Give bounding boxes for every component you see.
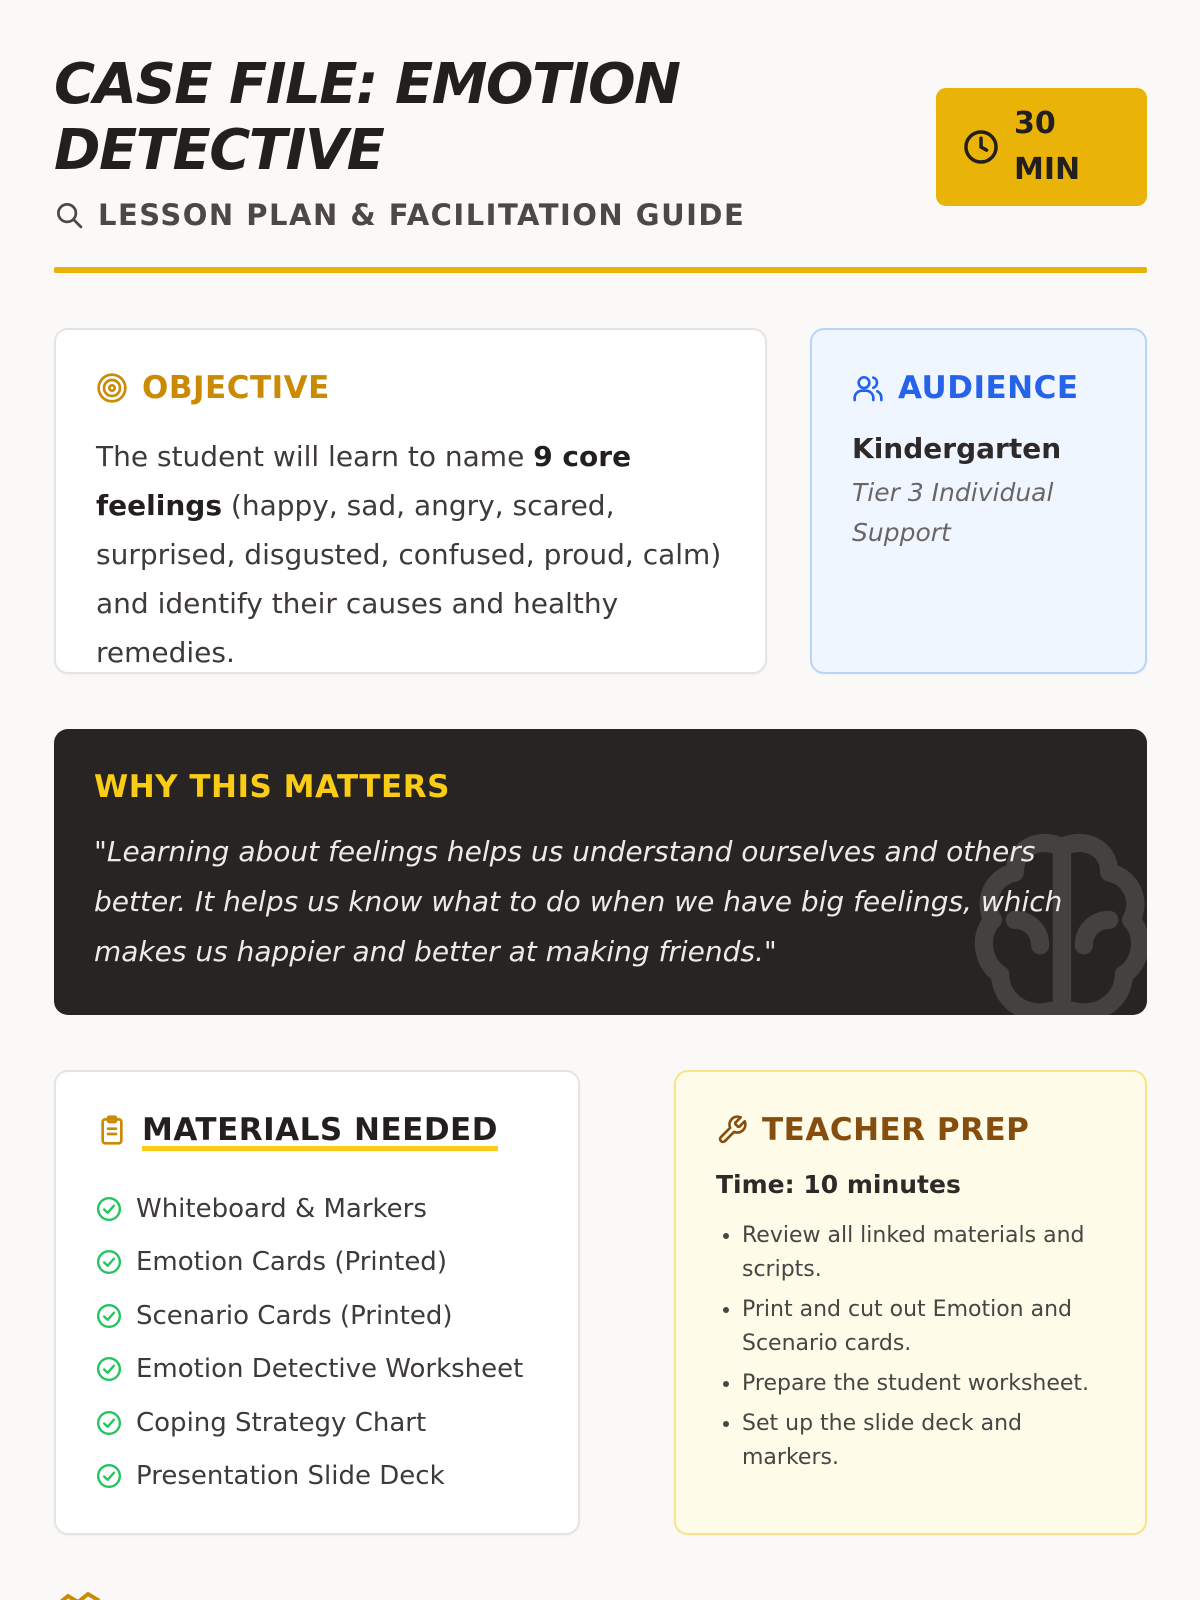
why-this-matters-panel	[54, 729, 1147, 1015]
objective-text: The student will learn to name 9 core feelings (happy, sad, angry, scared, surprised, disgusted, confused, proud, calm) and identify their causes and healthy remedies.	[96, 440, 722, 669]
users-icon	[852, 372, 884, 404]
target-icon	[96, 372, 128, 404]
header-divider	[54, 267, 1147, 273]
check-circle-icon	[96, 1410, 122, 1436]
wrench-icon	[716, 1114, 748, 1146]
materials-card	[54, 1070, 580, 1535]
audience-heading-label: AUDIENCE	[898, 370, 1079, 406]
time-badge	[936, 88, 1147, 206]
page-title: CASE FILE: EMOTION DETECTIVE	[54, 52, 680, 183]
lesson-plan-page	[54, 0, 1147, 1600]
audience-card	[810, 328, 1147, 674]
list-item: Scenario Cards (Printed)	[96, 1289, 538, 1343]
list-item: • Set up the slide deck and markers.	[742, 1407, 1105, 1475]
why-quote: "Learning about feelings helps us understand ourselves and others better. It helps us know what to do when we have big feelings, which makes us happier and better at making friends."	[94, 835, 1063, 968]
list-item: • Prepare the student worksheet.	[742, 1367, 1105, 1401]
audience-support: Tier 3 Individual Support	[852, 478, 1054, 547]
objective-heading-label: OBJECTIVE	[142, 370, 330, 406]
subtitle-text: LESSON PLAN & FACILITATION GUIDE	[98, 198, 746, 232]
list-item: Emotion Cards (Printed)	[96, 1236, 538, 1290]
check-circle-icon	[96, 1249, 122, 1275]
time-badge-label: 30 MIN	[1014, 106, 1081, 187]
page-subtitle	[54, 198, 745, 232]
materials-heading	[96, 1112, 538, 1148]
list-item: Coping Strategy Chart	[96, 1396, 538, 1450]
search-icon	[54, 200, 84, 230]
teacher-prep-card	[674, 1070, 1147, 1535]
objective-heading	[96, 370, 725, 406]
objective-card	[54, 328, 767, 674]
audience-grade: Kindergarten	[852, 432, 1062, 465]
check-circle-icon	[96, 1196, 122, 1222]
audience-heading	[852, 370, 1105, 406]
list-item: Presentation Slide Deck	[96, 1450, 538, 1504]
list-item: Whiteboard & Markers	[96, 1182, 538, 1236]
why-heading: WHY THIS MATTERS	[94, 769, 450, 805]
objective-highlight: 9 core feelings	[96, 440, 632, 522]
prep-heading	[716, 1112, 1105, 1148]
clock-icon	[962, 128, 1000, 166]
partial-icon	[54, 1588, 106, 1600]
list-item: • Print and cut out Emotion and Scenario cards.	[742, 1293, 1105, 1361]
check-circle-icon	[96, 1463, 122, 1489]
check-circle-icon	[96, 1356, 122, 1382]
prep-heading-label: TEACHER PREP	[762, 1112, 1030, 1148]
header	[54, 52, 1147, 274]
check-circle-icon	[96, 1303, 122, 1329]
list-item: • Review all linked materials and scripts.	[742, 1219, 1105, 1287]
materials-list	[96, 1182, 538, 1503]
list-item: Emotion Detective Worksheet	[96, 1343, 538, 1397]
prep-list	[716, 1219, 1105, 1475]
clipboard-icon	[96, 1114, 128, 1146]
materials-heading-label: MATERIALS NEEDED	[142, 1112, 498, 1148]
prep-time: Time: 10 minutes	[716, 1170, 961, 1199]
